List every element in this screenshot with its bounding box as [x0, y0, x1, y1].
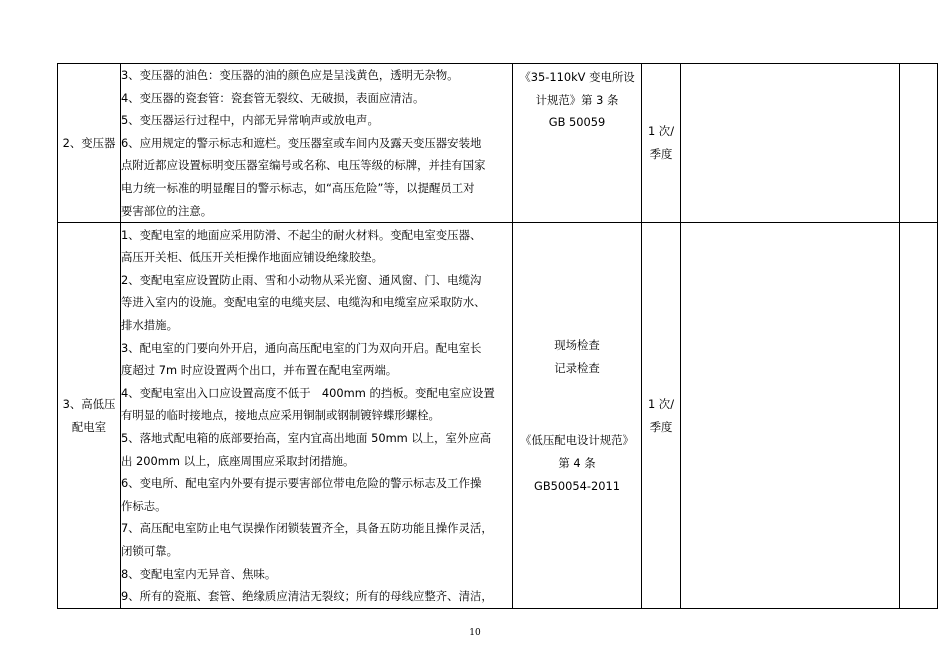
requirement-line: 5、落地式配电箱的底部要抬高，室内宜高出地面 50mm 以上，室外应高: [121, 430, 492, 445]
basis-line: GB50054-2011: [534, 478, 620, 493]
item-cell: [58, 64, 121, 223]
item-cell: [58, 223, 121, 609]
frequency-cell: [642, 223, 681, 609]
method-line: 现场检查: [554, 338, 600, 353]
requirement-line: 4、变压器的瓷套管：瓷套管无裂纹、无破损，表面应清洁。: [121, 90, 425, 105]
frequency-line: 1 次/: [647, 124, 675, 139]
requirements-cell: [121, 223, 513, 609]
basis-line: 《低压配电设计规范》: [520, 433, 634, 448]
table-row-transformer: [58, 64, 938, 223]
requirement-line: 6、应用规定的警示标志和遮栏。变压器室或车间内及露天变压器安装地: [121, 135, 482, 150]
item-label: 配电室: [71, 419, 107, 434]
basis-line: 计规范》第 3 条: [535, 92, 619, 107]
requirement-line: 出 200mm 以上，底座周围应采取封闭措施。: [121, 453, 355, 468]
requirement-line: 等进入室内的设施。变配电室的电缆夹层、电缆沟和电缆室应采取防水、: [121, 295, 486, 310]
blank-cell: [900, 223, 938, 609]
basis-cell: [513, 64, 642, 223]
requirement-line: 排水措施。: [121, 317, 178, 332]
requirement-line: 5、变压器运行过程中，内部无异常响声或放电声。: [121, 113, 379, 128]
method-line: 记录检查: [554, 360, 600, 375]
spacer: [513, 379, 641, 429]
requirement-line: 2、变配电室应设置防止雨、雪和小动物从采光窗、通风窗、门、电缆沟: [121, 272, 482, 287]
basis-line: 《35-110kV 变电所设: [519, 70, 635, 84]
requirement-line: 有明显的临时接地点，接地点应采用铜制或钢制镀锌蝶形螺栓。: [121, 408, 440, 423]
frequency-cell: [642, 64, 681, 223]
basis-line: GB 50059: [548, 115, 606, 130]
requirement-line: 1、变配电室的地面应采用防滑、不起尘的耐火材料。变配电室变压器、: [121, 227, 482, 242]
requirement-line: 6、变电所、配电室内外要有提示要害部位带电危险的警示标志及工作操: [121, 476, 482, 491]
item-label: 2、变压器: [62, 135, 116, 150]
blank-cell: [681, 64, 900, 223]
requirement-line: 度超过 7m 时应设置两个出口，并布置在配电室两端。: [121, 363, 398, 378]
requirement-line: 电力统一标准的明显醒目的警示标志，如“高压危险”等，以提醒员工对: [121, 180, 475, 195]
basis-cell: [513, 223, 642, 609]
basis-line: 第 4 条: [558, 455, 596, 470]
requirement-line: 作标志。: [121, 498, 167, 513]
inspection-table: [57, 63, 938, 609]
frequency-line: 季度: [649, 419, 673, 434]
requirement-line: 点附近都应设置标明变压器室编号或名称、电压等级的标牌，并挂有国家: [121, 158, 486, 173]
blank-cell: [900, 64, 938, 223]
requirement-line: 3、配电室的门要向外开启，通向高压配电室的门为双向开启。配电室长: [121, 340, 482, 355]
frequency-line: 1 次/: [647, 397, 675, 412]
frequency-line: 季度: [649, 147, 673, 162]
page-number: 10: [469, 628, 481, 638]
requirement-line: 要害部位的注意。: [121, 203, 213, 218]
requirement-line: 8、变配电室内无异音、焦味。: [121, 566, 277, 581]
requirement-line: 闭锁可靠。: [121, 543, 178, 558]
requirement-line: 9、所有的瓷瓶、套管、绝缘质应清洁无裂纹；所有的母线应整齐、清洁，: [121, 589, 493, 604]
blank-cell: [681, 223, 900, 609]
requirement-line: 3、变压器的油色：变压器的油的颜色应是呈浅黄色，透明无杂物。: [121, 68, 459, 82]
requirements-cell: [121, 64, 513, 223]
requirement-line: 4、变配电室出入口应设置高度不低于 400mm 的挡板。变配电室应设置: [121, 385, 495, 400]
item-label: 3、高低压: [62, 397, 116, 412]
table-row-distribution-room: [58, 223, 938, 609]
requirement-line: 7、高压配电室防止电气误操作闭锁装置齐全，具备五防功能且操作灵活，: [121, 521, 493, 536]
requirement-line: 高压开关柜、低压开关柜操作地面应铺设绝缘胶垫。: [121, 250, 383, 265]
